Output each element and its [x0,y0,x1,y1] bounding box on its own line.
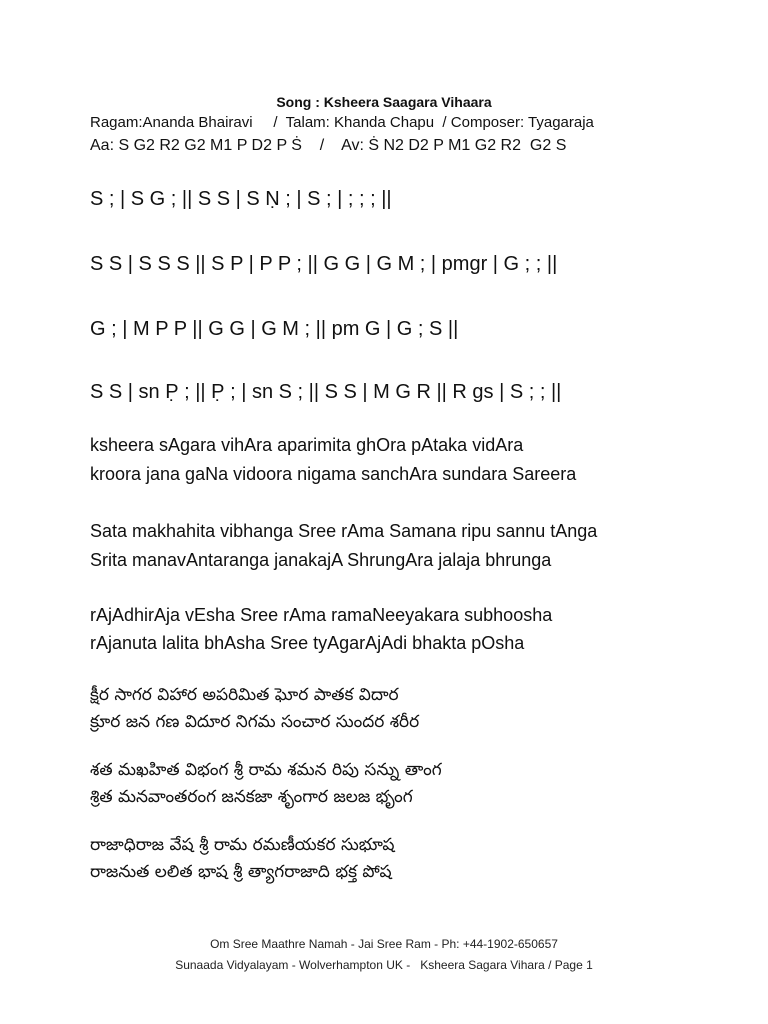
lyric-english-line-2: kroora jana gaNa vidoora nigama sanchAra sundara Sareera [90,464,577,484]
lyric-english-line-1: ksheera sAgara vihAra aparimita ghOra pAtaka vidAra [90,435,524,455]
arohana-avarohana-line: Aa: S G2 R2 G2 M1 P D2 P Ṡ / Av: Ṡ N2 D2 P M1 G2 R2 G2 S [90,137,567,154]
lyric-telugu-line-4: శ్రిత మనవాంతరంగ జనకజా శృంగార జలజ భృంగ [90,787,413,807]
lyric-english-line-3: Sata makhahita vibhanga Sree rAma Samana ripu sannu tAnga [90,521,598,541]
raga-tala-composer-line: Ragam:Ananda Bhairavi / Talam: Khanda Chapu / Composer: Tyagaraja [90,114,594,131]
song-title: Song : Ksheera Saagara Vihaara [276,94,492,110]
notation-line-4: S S | sn P̣ ; || P̣ ; | sn S ; || S S | M G R || R gs | S ; ; || [90,381,562,403]
lyric-telugu-line-5: రాజాధిరాజ వేష శ్రీ రామ రమణీయకర సుభూష [90,835,395,855]
lyric-telugu-line-1: క్షీర సాగర విహార అపరిమిత ఘోర పాతక విదార [90,685,399,705]
footer-line-1: Om Sree Maathre Namah - Jai Sree Ram - Ph: +44-1902-650657 [210,937,558,951]
notation-line-3: G ; | M P P || G G | G M ; || pm G | G ; S || [90,318,459,340]
lyric-telugu-line-3: శత మఖహిత విభంగ శ్రీ రామ శమన రిపు సన్ను తాంగ [90,760,442,780]
lyric-english-line-5: rAjAdhirAja vEsha Sree rAma ramaNeeyakara subhoosha [90,605,553,625]
lyric-english-line-6: rAjanuta lalita bhAsha Sree tyAgarAjAdi bhakta pOsha [90,633,525,653]
notation-line-2: S S | S S S || S P | P P ; || G G | G M ; | pmgr | G ; ; || [90,253,558,275]
lyric-telugu-line-2: క్రూర జన గణ విదూర నిగమ సంచార సుందర శరీర [90,712,420,732]
lyric-english-line-4: Srita manavAntaranga janakajA ShrungAra jalaja bhrunga [90,550,552,570]
footer-line-2: Sunaada Vidyalayam - Wolverhampton UK - Ksheera Sagara Vihara / Page 1 [175,958,593,972]
notation-line-1: S ; | S G ; || S S | S Ṇ ; | S ; | ; ; ; || [90,188,392,210]
lyric-telugu-line-6: రాజనుత లలిత భాష శ్రీ త్యాగరాజాది భక్త పోష [90,862,392,882]
